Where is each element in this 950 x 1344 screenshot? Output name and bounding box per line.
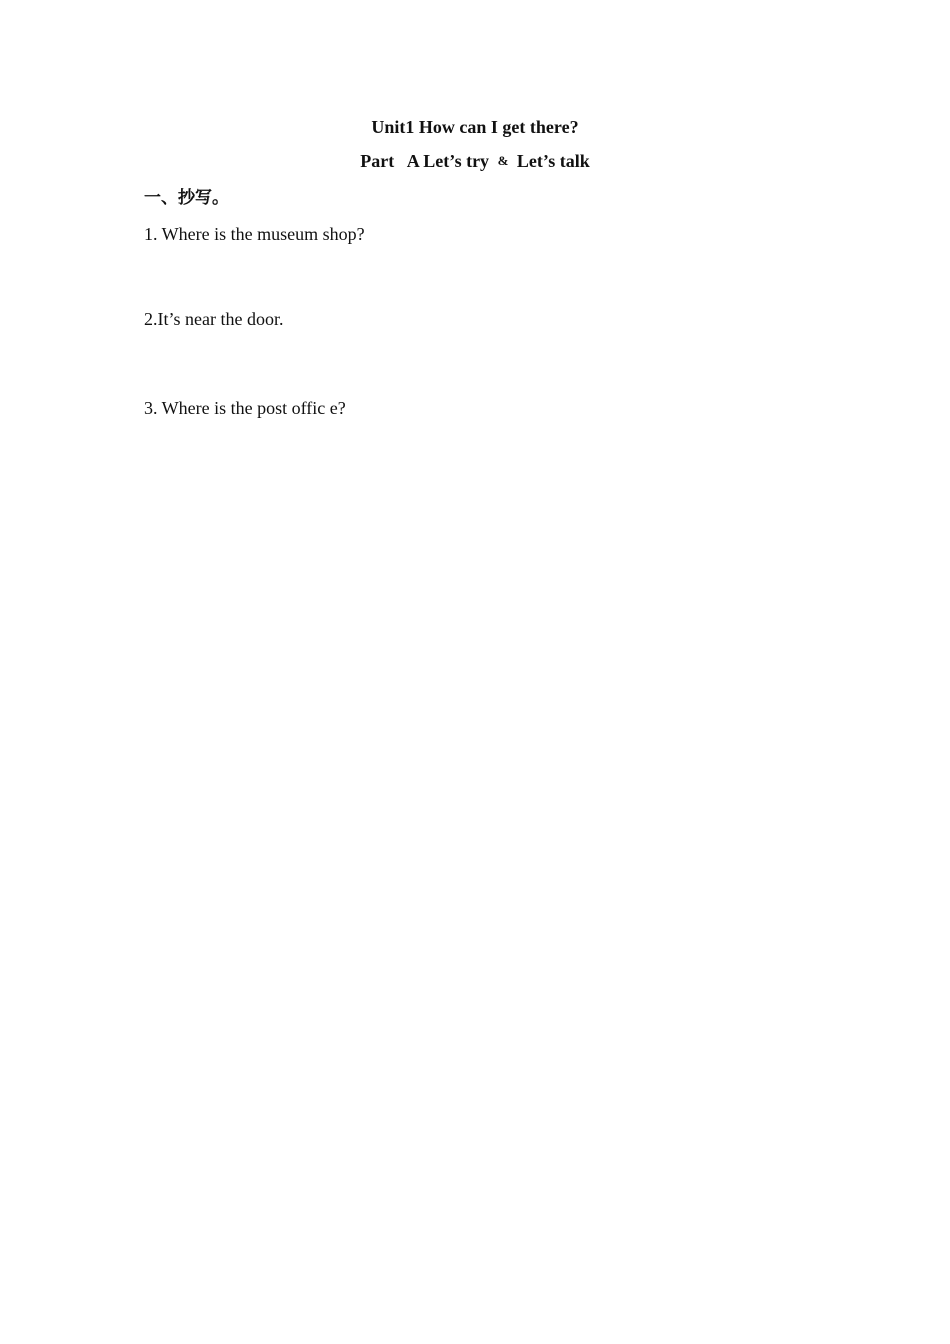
subtitle-ampersand: & <box>497 153 509 168</box>
subtitle-section-a: A Let’s try <box>406 151 490 171</box>
section-heading: 一、抄写。 <box>144 188 229 208</box>
exercise-item-2: 2.It’s near the door. <box>144 309 284 329</box>
exercise-item-3: 3. Where is the post offic e? <box>144 398 346 418</box>
subtitle-part: Part <box>360 151 395 171</box>
page-title: Unit1 How can I get there? <box>371 117 579 137</box>
subtitle-section-b: Let’s talk <box>516 151 590 171</box>
page-subtitle <box>0 150 950 172</box>
exercise-item-1: 1. Where is the museum shop? <box>144 224 365 244</box>
